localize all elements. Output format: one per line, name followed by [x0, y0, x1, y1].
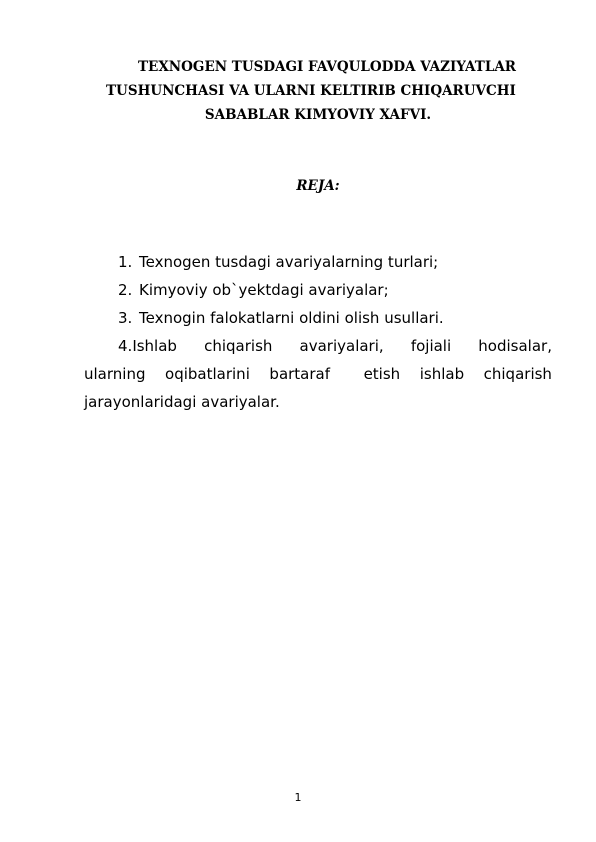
title-line-3: SABABLAR KIMYOVIY XAFVI.: [204, 107, 432, 123]
list-item-number: 3.: [118, 309, 133, 327]
list-item: [118, 250, 438, 274]
list-item-word: Ishlab: [132, 337, 177, 355]
list-item-word: ishlab: [419, 365, 465, 383]
list-item-4-line-2: [84, 362, 552, 386]
list-item: [118, 306, 444, 330]
list-item: [118, 278, 389, 302]
title-line-2: TUSHUNCHASI VA ULARNI KELTIRIB CHIQARUVCHI: [106, 83, 516, 99]
list-item-text: Texnogin falokatlarni oldini olish usullari.: [139, 309, 444, 327]
list-item-word: ularning: [84, 365, 146, 383]
list-item-word: fojiali: [410, 337, 452, 355]
plan-heading: REJA:: [296, 178, 340, 194]
title-line-1: TEXNOGEN TUSDAGI FAVQULODDA VAZIYATLAR: [138, 59, 517, 75]
list-item-4-line-3: jarayonlaridagi avariyalar.: [84, 393, 280, 411]
list-item-word: chiqarish: [204, 337, 273, 355]
list-item-number: 1.: [118, 253, 133, 271]
list-item-text: Kimyoviy ob`yektdagi avariyalar;: [139, 281, 389, 299]
list-item-word: avariyalari,: [299, 337, 384, 355]
list-item-word: oqibatlarini: [165, 365, 250, 383]
list-item-word: bartaraf: [269, 365, 331, 383]
page-number: 1: [294, 791, 302, 804]
list-item-number: 2.: [118, 281, 133, 299]
list-item-number: 4.: [118, 337, 133, 355]
list-item-word: hodisalar,: [478, 337, 552, 355]
list-item-4-line-1: [118, 334, 552, 358]
list-item-text: Texnogen tusdagi avariyalarning turlari;: [139, 253, 439, 271]
list-item-word: etish: [363, 365, 401, 383]
list-item-word: chiqarish: [483, 365, 552, 383]
